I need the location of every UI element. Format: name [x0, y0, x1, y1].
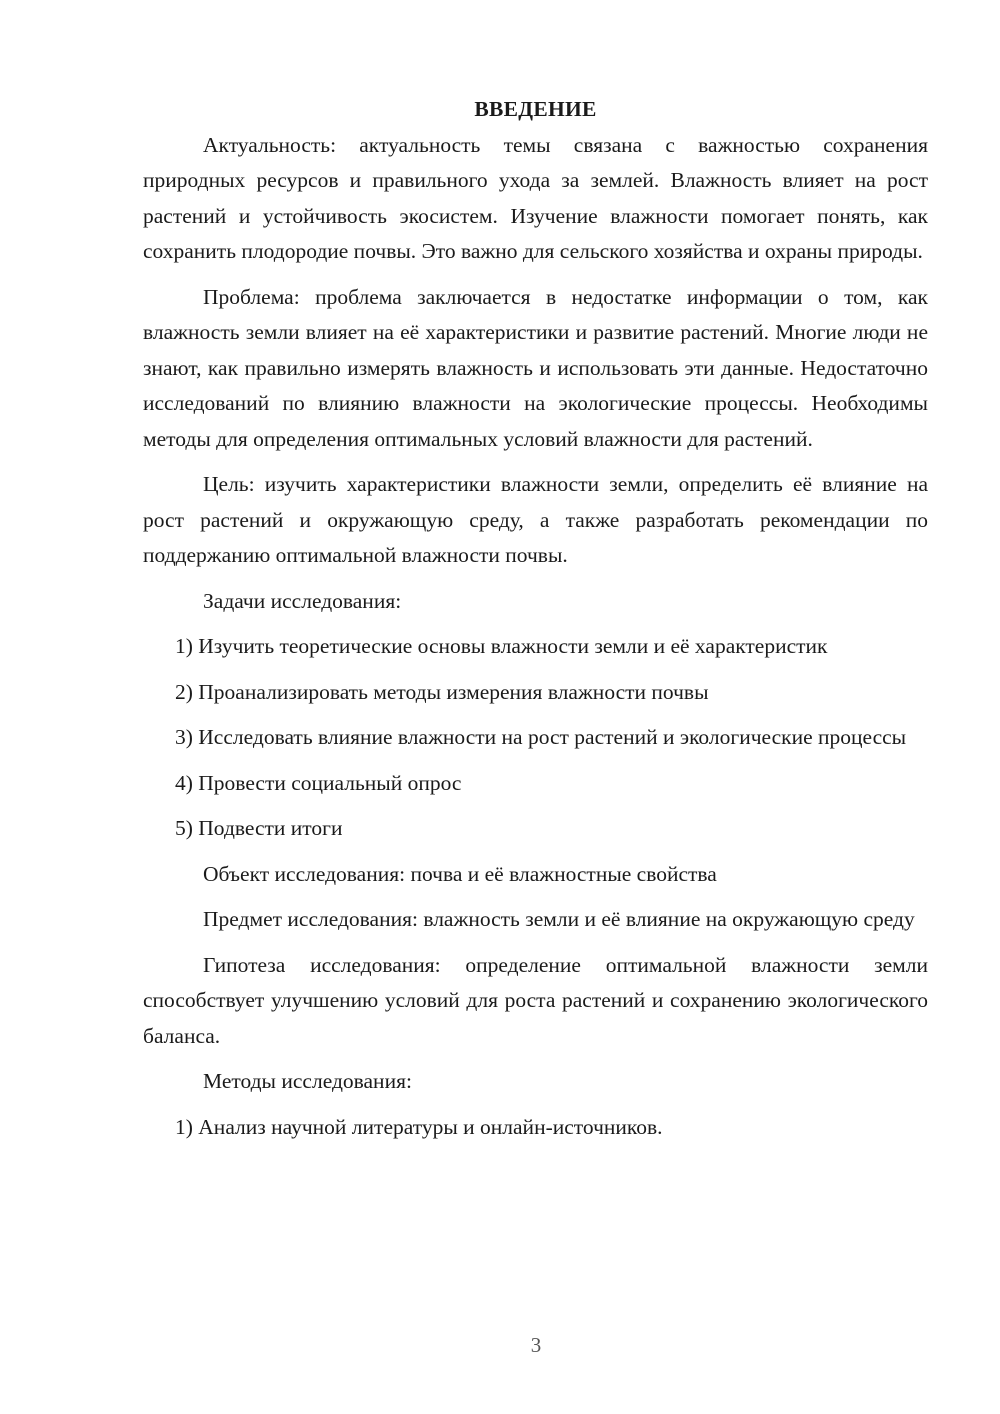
- task-item-3: 3) Исследовать влияние влажности на рост растений и экологические процессы: [175, 725, 907, 749]
- task-item-2: 2) Проанализировать методы измерения влажности почвы: [175, 679, 709, 704]
- tasks-heading: Задачи исследования:: [203, 588, 402, 613]
- paragraph-relevance: Актуальность: актуальность темы связана с важностью сохранения природных ресурсов и правильного ухода за землей. Влажность влияет на рост растений и устойчивость экосистем. Изучение влажности помогает понять, как сохранить плодородие почвы. Это важно для сельского хозяйства и охраны природы.: [143, 132, 928, 263]
- task-item-1: 1) Изучить теоретические основы влажности земли и её характеристик: [175, 634, 828, 658]
- paragraph-hypothesis: Гипотеза исследования: определение оптимальной влажности земли способствует улучшению условий для роста растений и сохранению экологического баланса.: [143, 952, 928, 1048]
- paragraph-subject: Предмет исследования: влажность земли и её влияние на окружающую среду: [203, 907, 915, 931]
- methods-heading: Методы исследования:: [203, 1069, 412, 1093]
- task-item-5: 5) Подвести итоги: [175, 816, 343, 840]
- task-item-4: 4) Провести социальный опрос: [175, 770, 462, 795]
- paragraph-problem: Проблема: проблема заключается в недостатке информации о том, как влажность земли влияет на её характеристики и развитие растений. Многие люди не знают, как правильно измерять влажность и использовать эти данные. Недостаточно исследований по влиянию влажности на экологические процессы. Необходимы методы для определения оптимальных условий влажности для растений.: [143, 284, 928, 451]
- method-item-1: 1) Анализ научной литературы и онлайн-источников.: [175, 1114, 663, 1139]
- paragraph-object: Объект исследования: почва и её влажностные свойства: [203, 861, 717, 886]
- page-number: 3: [530, 1333, 542, 1357]
- document-page: [143, 92, 928, 1155]
- paragraph-goal: Цель: изучить характеристики влажности земли, определить её влияние на рост растений и окружающую среду, а также разработать рекомендации по поддержанию оптимальной влажности почвы.: [143, 472, 928, 567]
- section-title: ВВЕДЕНИЕ: [474, 97, 597, 121]
